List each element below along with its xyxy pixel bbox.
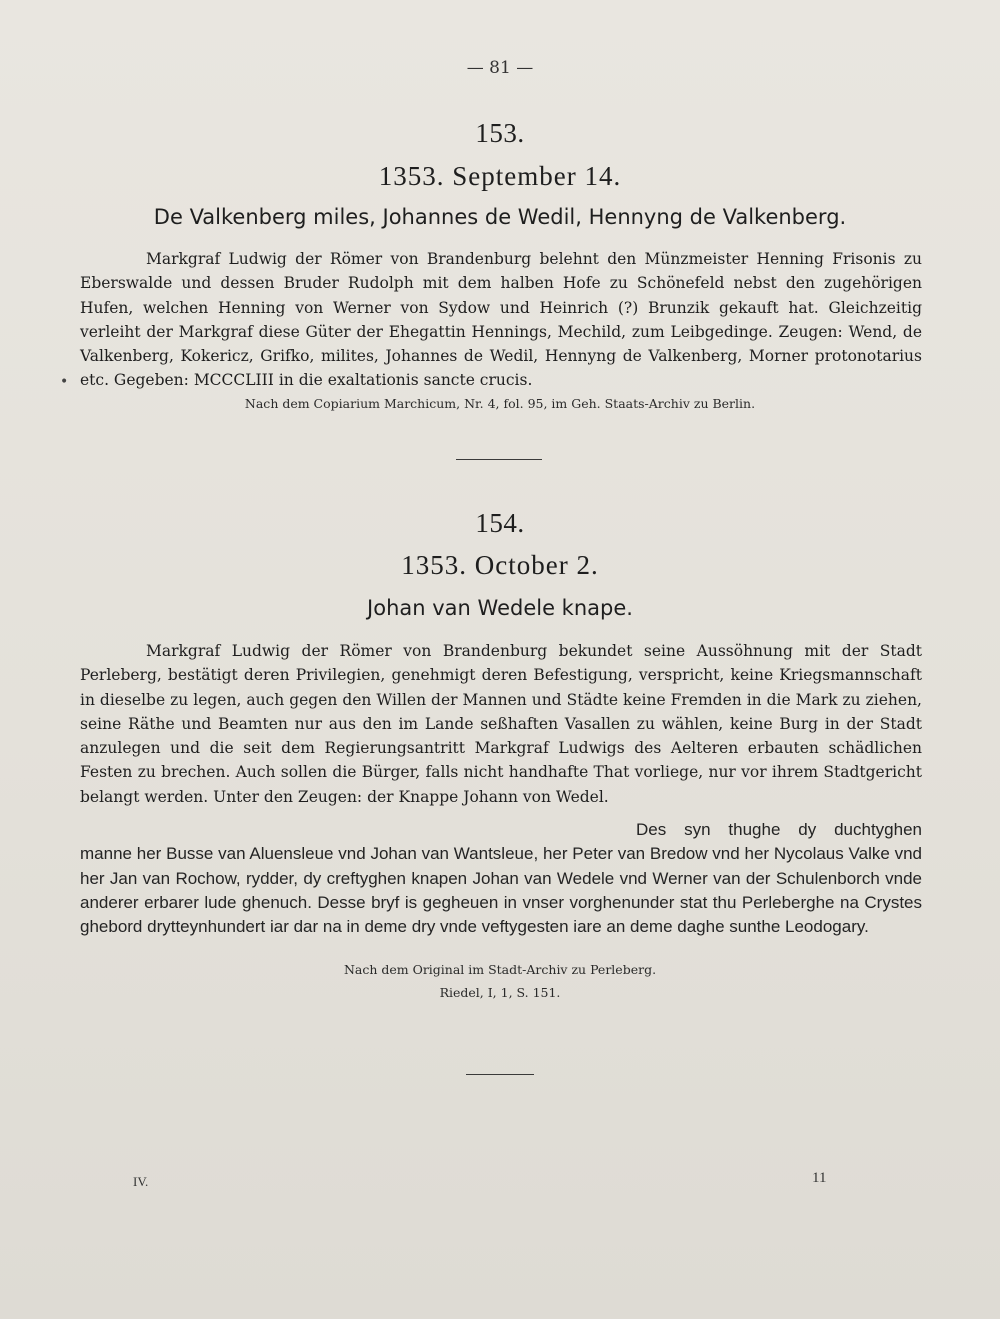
source-note: Nach dem Original im Stadt-Archiv zu Perleberg. — [343, 962, 657, 977]
page-number: — 81 — — [466, 58, 534, 78]
section-divider — [466, 1074, 534, 1075]
margin-mark: • — [60, 374, 69, 390]
source-note: Nach dem Copiarium Marchicum, Nr. 4, fol. 95, im Geh. Staats-Archiv zu Berlin. — [244, 396, 756, 411]
source-reference: Riedel, I, 1, S. 151. — [439, 985, 561, 1000]
entry-number: 153. — [475, 118, 525, 148]
entry-number: 154. — [475, 508, 525, 538]
sheet-signature: IV. — [133, 1174, 149, 1189]
latin-excerpt: Des syn thughe dy duchtyghen manne her Busse van Aluensleue vnd Johan van Wantsleue, her Peter van Bredow vnd her Nycolaus Valke vnd her Jan van Rochow, rydder, dy creftyghen knapen Johan van Wedele vnd Werner van der Schulenborch vnde anderer erbarer lude ghenuch. Desse bryf is gegheuen in vnser vorghenunder stat thu Perleberghe na Crystes ghebord drytteynhundert iar dar na in deme dry vnde veftygesten iare an deme daghe sunthe Leodogary. — [80, 820, 922, 937]
entry-title: De Valkenberg miles, Johannes de Wedil, Hennyng de Valkenberg. — [153, 205, 847, 229]
entry-summary: Markgraf Ludwig der Römer von Brandenburg bekundet seine Aussöhnung mit der Stadt Perleberg, bestätigt deren Privilegien, genehmigt deren Befestigung, verspricht, keine Kriegsmannschaft in dieselbe zu legen, auch gegen den Willen der Mannen und Städte keine Fremden in die Mark zu ziehen, seine Räthe und Beamten nur aus den im Lande seßhaften Vasallen zu wählen, keine Burg in der Stadt anzulegen und die seit dem Regierungsantritt Markgraf Ludwigs des Aelteren erbauten schädlichen Festen zu brechen. Auch sollen die Bürger, falls nicht handhafte That vorliege, nur vor ihrem Stadtgericht belangt werden. Unter den Zeugen: der Knappe Johann von Wedel. — [80, 642, 922, 806]
section-divider — [456, 459, 542, 460]
entry-title: Johan van Wedele knape. — [367, 596, 633, 620]
entry-summary: Markgraf Ludwig der Römer von Brandenburg belehnt den Münzmeister Henning Frisonis zu Eberswalde und dessen Bruder Rudolph mit dem halben Hofe zu Schönefeld nebst den zugehörigen Hufen, welchen Henning von Werner von Sydow und Heinrich (?) Brunzik gekauft hat. Gleichzeitig verleiht der Markgraf diese Güter der Ehegattin Hennings, Mechild, zum Leibgedinge. Zeugen: Wend, de Valkenberg, Kokericz, Grifko, milites, Johannes de Wedil, Hennyng de Valkenberg, Morner protonotarius etc. Gegeben: MCCCLIII in die exaltationis sancte crucis. — [80, 250, 922, 390]
entry-date: 1353. September 14. — [378, 161, 622, 191]
sheet-number: 11 — [812, 1170, 827, 1186]
entry-date: 1353. October 2. — [401, 550, 599, 580]
